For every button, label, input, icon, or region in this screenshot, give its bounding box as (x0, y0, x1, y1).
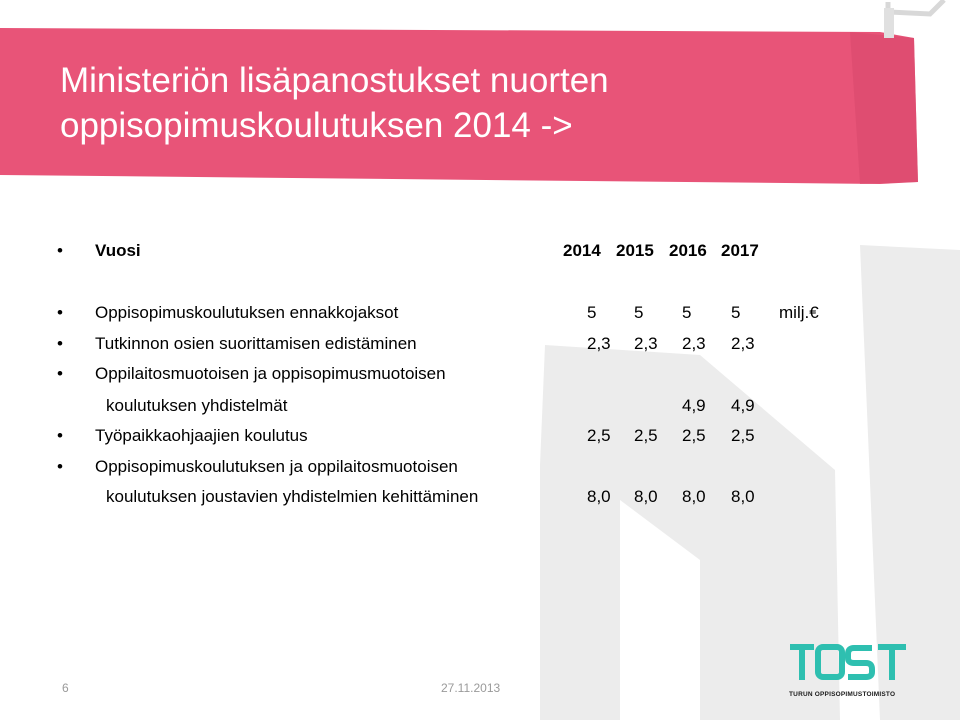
table-row (0, 362, 960, 386)
value-2017: 4,9 (731, 396, 755, 415)
bullet: • (57, 241, 63, 260)
table-row-continuation (0, 485, 960, 509)
unit-label: milj.€ (779, 303, 819, 322)
row-label-continuation: koulutuksen joustavien yhdistelmien kehittäminen (106, 487, 479, 506)
bullet: • (57, 303, 63, 322)
value-2014: 2,3 (587, 334, 611, 353)
table-row (0, 455, 960, 479)
value-2016: 5 (682, 303, 692, 322)
year-header: 2014 (563, 241, 601, 260)
year-header: 2017 (721, 241, 759, 260)
page-number: 6 (62, 681, 69, 695)
year-header: 2016 (669, 241, 707, 260)
value-2014: 8,0 (587, 487, 611, 506)
value-2016: 2,5 (682, 426, 706, 445)
value-2016: 8,0 (682, 487, 706, 506)
row-label: Oppisopimuskoulutuksen ennakkojaksot (95, 303, 399, 322)
value-2017: 8,0 (731, 487, 755, 506)
bullet: • (57, 457, 63, 476)
value-2015: 2,3 (634, 334, 658, 353)
table-row (0, 301, 960, 325)
bullet: • (57, 426, 63, 445)
table-row-continuation (0, 394, 960, 418)
value-2015: 2,5 (634, 426, 658, 445)
value-2014: 5 (587, 303, 597, 322)
header-label: Vuosi (95, 241, 141, 260)
row-label: Tutkinnon osien suorittamisen edistäminen (95, 334, 417, 353)
value-2015: 8,0 (634, 487, 658, 506)
year-header: 2015 (616, 241, 654, 260)
value-2017: 2,3 (731, 334, 755, 353)
row-label: Työpaikkaohjaajien koulutus (95, 426, 308, 445)
value-2015: 5 (634, 303, 644, 322)
logo-subtitle: TURUN OPPISOPIMUSTOIMISTO (789, 691, 896, 698)
header-row (0, 239, 960, 263)
bullet: • (57, 334, 63, 353)
row-label-continuation: koulutuksen yhdistelmät (106, 396, 288, 415)
table-row (0, 332, 960, 356)
row-label: Oppisopimuskoulutuksen ja oppilaitosmuotoisen (95, 457, 458, 476)
value-2017: 2,5 (731, 426, 755, 445)
bullet: • (57, 364, 63, 383)
row-label: Oppilaitosmuotoisen ja oppisopimusmuotoisen (95, 364, 446, 383)
slide-title-line-2: oppisopimuskoulutuksen 2014 -> (60, 106, 573, 145)
value-2016: 4,9 (682, 396, 706, 415)
slide-title-line-1: Ministeriön lisäpanostukset nuorten (60, 61, 609, 100)
table-row (0, 424, 960, 448)
value-2014: 2,5 (587, 426, 611, 445)
value-2016: 2,3 (682, 334, 706, 353)
value-2017: 5 (731, 303, 741, 322)
footer-date: 27.11.2013 (441, 681, 501, 695)
